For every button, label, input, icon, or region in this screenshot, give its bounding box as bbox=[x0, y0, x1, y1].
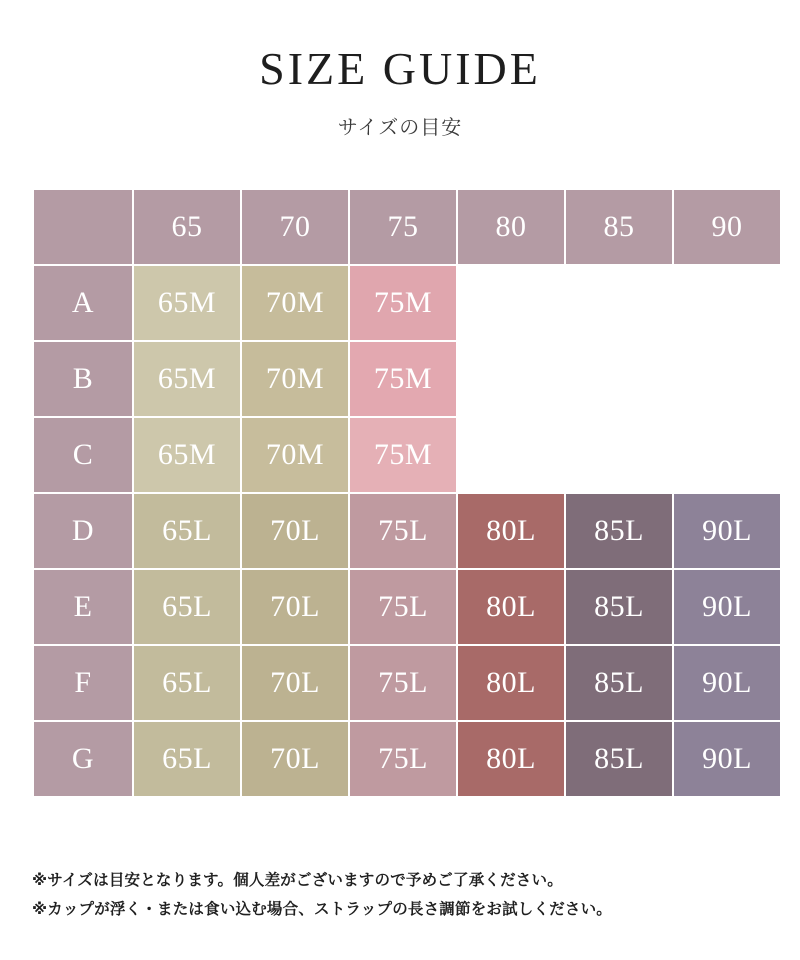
notes-block bbox=[32, 866, 772, 923]
table-row bbox=[34, 722, 780, 796]
table-cell-empty bbox=[458, 266, 564, 340]
table-cell-70M: 70M bbox=[242, 266, 348, 340]
table-cell-90L: 90L bbox=[674, 646, 780, 720]
table-header-row bbox=[34, 190, 780, 264]
table-cell-80L: 80L bbox=[458, 570, 564, 644]
table-row bbox=[34, 494, 780, 568]
table-column-header-75: 75 bbox=[350, 190, 456, 264]
table-cell-65L: 65L bbox=[134, 646, 240, 720]
table-cell-65L: 65L bbox=[134, 570, 240, 644]
table-cell-65M: 65M bbox=[134, 342, 240, 416]
note-line-1: ※サイズは目安となります。個人差がございますので予めご了承ください。 bbox=[32, 871, 563, 889]
table-column-header-90: 90 bbox=[674, 190, 780, 264]
table-cell-90L: 90L bbox=[674, 570, 780, 644]
table-row-header-F: F bbox=[34, 646, 132, 720]
size-table-container bbox=[32, 188, 768, 798]
table-cell-75M: 75M bbox=[350, 342, 456, 416]
table-cell-85L: 85L bbox=[566, 494, 672, 568]
table-cell-empty bbox=[566, 418, 672, 492]
table-corner-cell bbox=[34, 190, 132, 264]
table-cell-75M: 75M bbox=[350, 266, 456, 340]
table-cell-empty bbox=[674, 342, 780, 416]
page-title: SIZE GUIDE bbox=[259, 43, 541, 94]
page-subtitle: サイズの目安 bbox=[337, 115, 463, 139]
table-row-header-D: D bbox=[34, 494, 132, 568]
table-cell-70L: 70L bbox=[242, 570, 348, 644]
table-cell-70L: 70L bbox=[242, 494, 348, 568]
table-cell-70L: 70L bbox=[242, 646, 348, 720]
table-cell-empty bbox=[566, 266, 672, 340]
note-line-2: ※カップが浮く・または食い込む場合、ストラップの長さ調節をお試しください。 bbox=[32, 899, 613, 918]
table-column-header-80: 80 bbox=[458, 190, 564, 264]
table-cell-75M: 75M bbox=[350, 418, 456, 492]
table-cell-90L: 90L bbox=[674, 494, 780, 568]
table-cell-70L: 70L bbox=[242, 722, 348, 796]
table-cell-75L: 75L bbox=[350, 570, 456, 644]
table-row-header-B: B bbox=[34, 342, 132, 416]
table-cell-65M: 65M bbox=[134, 418, 240, 492]
table-row bbox=[34, 570, 780, 644]
table-column-header-85: 85 bbox=[566, 190, 672, 264]
table-cell-65L: 65L bbox=[134, 494, 240, 568]
table-cell-empty bbox=[458, 418, 564, 492]
table-cell-empty bbox=[674, 418, 780, 492]
table-cell-70M: 70M bbox=[242, 418, 348, 492]
table-cell-85L: 85L bbox=[566, 570, 672, 644]
table-row bbox=[34, 418, 780, 492]
table-row-header-C: C bbox=[34, 418, 132, 492]
table-row bbox=[34, 266, 780, 340]
table-row-header-A: A bbox=[34, 266, 132, 340]
table-cell-empty bbox=[674, 266, 780, 340]
table-cell-65L: 65L bbox=[134, 722, 240, 796]
table-cell-90L: 90L bbox=[674, 722, 780, 796]
table-cell-85L: 85L bbox=[566, 722, 672, 796]
table-cell-80L: 80L bbox=[458, 722, 564, 796]
table-cell-75L: 75L bbox=[350, 722, 456, 796]
table-row bbox=[34, 342, 780, 416]
table-cell-empty bbox=[566, 342, 672, 416]
table-cell-80L: 80L bbox=[458, 494, 564, 568]
table-cell-80L: 80L bbox=[458, 646, 564, 720]
table-row-header-E: E bbox=[34, 570, 132, 644]
size-table bbox=[32, 188, 782, 798]
table-cell-85L: 85L bbox=[566, 646, 672, 720]
table-cell-75L: 75L bbox=[350, 646, 456, 720]
table-cell-75L: 75L bbox=[350, 494, 456, 568]
table-cell-empty bbox=[458, 342, 564, 416]
table-column-header-70: 70 bbox=[242, 190, 348, 264]
table-row-header-G: G bbox=[34, 722, 132, 796]
table-cell-65M: 65M bbox=[134, 266, 240, 340]
table-column-header-65: 65 bbox=[134, 190, 240, 264]
table-cell-70M: 70M bbox=[242, 342, 348, 416]
table-row bbox=[34, 646, 780, 720]
